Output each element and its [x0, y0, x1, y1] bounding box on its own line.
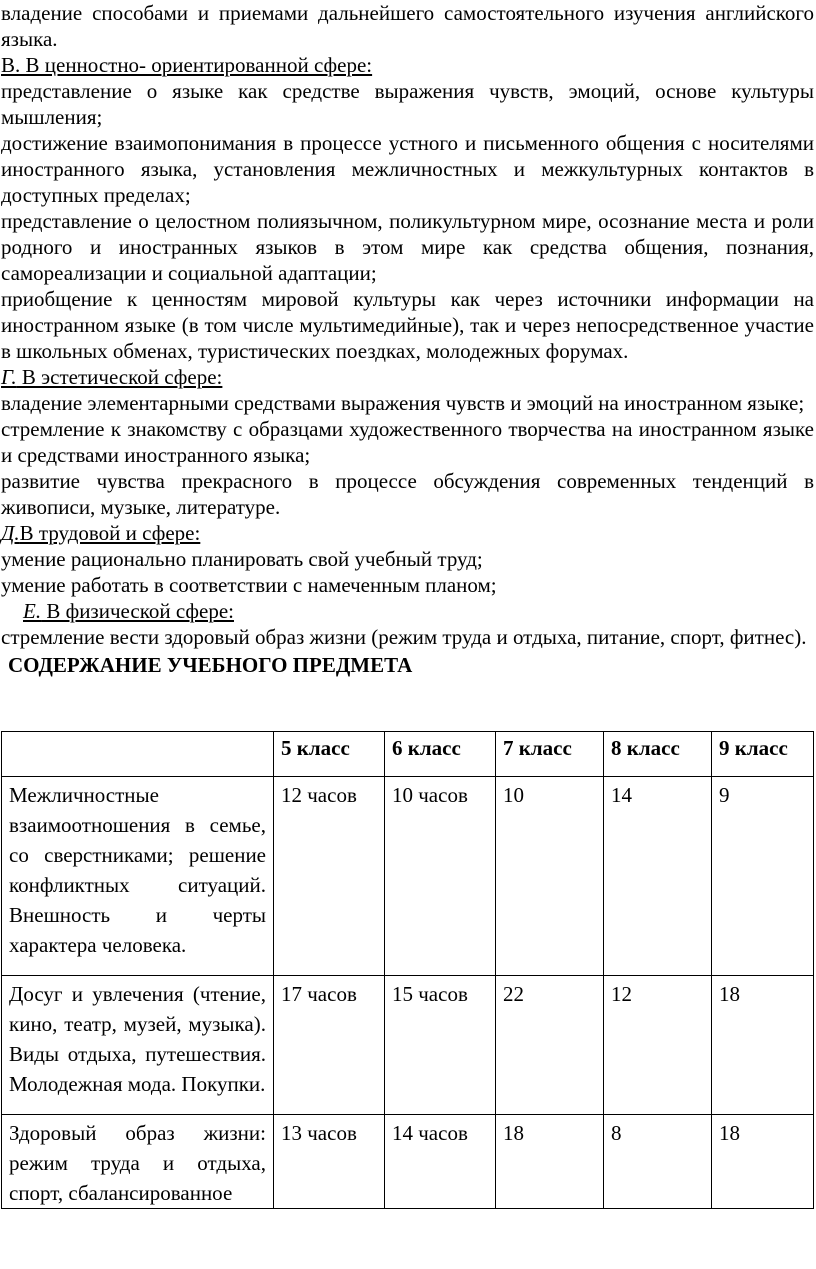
- section-letter: Е.: [23, 599, 42, 623]
- hours-cell: 22: [496, 976, 604, 1115]
- hours-cell: 18: [712, 976, 814, 1115]
- hours-cell: 18: [496, 1115, 604, 1209]
- table-header-row: [2, 732, 814, 777]
- heading-text: В эстетической сфере:: [16, 365, 223, 389]
- section-letter: Г.: [1, 365, 17, 389]
- heading-text: В трудовой и сфере:: [19, 521, 201, 545]
- hours-cell: 12: [604, 976, 712, 1115]
- topic-cell: Межличностные взаимоотношения в семье, со сверстниками; решение конфликтных ситуаций. Внешность и черты характера человека.: [2, 777, 274, 976]
- heading-text: В физической сфере:: [41, 599, 234, 623]
- paragraph-item: развитие чувства прекрасного в процессе обсуждения современных тенденций в живописи, музыке, литературе.: [1, 469, 814, 519]
- hours-cell: 12 часов: [274, 777, 385, 976]
- hours-cell: 17 часов: [274, 976, 385, 1115]
- header-cell-grade-6: 6 класс: [385, 732, 496, 777]
- paragraph-item: умение рационально планировать свой учебный труд;: [1, 547, 483, 571]
- paragraph-item: умение работать в соответствии с намеченным планом;: [1, 573, 497, 597]
- content-title: СОДЕРЖАНИЕ УЧЕБНОГО ПРЕДМЕТА: [8, 653, 413, 677]
- hours-cell: 10: [496, 777, 604, 976]
- paragraph-item: владение элементарными средствами выражения чувств и эмоций на иностранном языке;: [1, 391, 805, 415]
- table-row: [2, 976, 814, 1115]
- hours-table: [1, 731, 814, 1209]
- table-row: [2, 777, 814, 976]
- hours-cell: 15 часов: [385, 976, 496, 1115]
- section-heading-values: [1, 52, 814, 78]
- paragraph-item: представление о целостном полиязычном, поликультурном мире, осознание места и роли родного и иностранных языков в этом мире как средства общения, познания, самореализации и социальной адаптации;: [1, 209, 814, 285]
- section-letter: Д.: [1, 521, 20, 545]
- header-cell-grade-5: 5 класс: [274, 732, 385, 777]
- topic-cell: Здоровый образ жизни: режим труда и отдыха, спорт, сбалансированное: [2, 1115, 274, 1209]
- header-cell-grade-7: 7 класс: [496, 732, 604, 777]
- hours-cell: 14 часов: [385, 1115, 496, 1209]
- header-cell-grade-8: 8 класс: [604, 732, 712, 777]
- hours-cell: 14: [604, 777, 712, 976]
- section-heading-labor: [1, 520, 814, 546]
- section-heading-aesthetic: [1, 364, 814, 390]
- hours-cell: 13 часов: [274, 1115, 385, 1209]
- hours-cell: 9: [712, 777, 814, 976]
- paragraph-item: стремление к знакомству с образцами художественного творчества на иностранном языке и средствами иностранного языка;: [1, 417, 814, 467]
- topic-cell: Досуг и увлечения (чтение, кино, театр, музей, музыка). Виды отдыха, путешествия. Молодежная мода. Покупки.: [2, 976, 274, 1115]
- table-row: [2, 1115, 814, 1209]
- hours-cell: 18: [712, 1115, 814, 1209]
- paragraph-item: представление о языке как средстве выражения чувств, эмоций, основе культуры мышления;: [1, 79, 814, 129]
- hours-cell: 10 часов: [385, 777, 496, 976]
- header-cell-topic: [2, 732, 274, 777]
- heading-text: В. В ценностно- ориентированной сфере:: [1, 53, 373, 77]
- header-cell-grade-9: 9 класс: [712, 732, 814, 777]
- paragraph-intro: владение способами и приемами дальнейшего самостоятельного изучения английского языка.: [1, 1, 814, 51]
- paragraph-item: достижение взаимопонимания в процессе устного и письменного общения с носителями иностранного языка, установления межличностных и межкультурных контактов в доступных пределах;: [1, 131, 814, 207]
- section-heading-physical: [1, 598, 814, 624]
- paragraph-item: стремление вести здоровый образ жизни (режим труда и отдыха, питание, спорт, фитнес).: [1, 625, 807, 649]
- paragraph-item: приобщение к ценностям мировой культуры как через источники информации на иностранном языке (в том числе мультимедийные), так и через непосредственное участие в школьных обменах, туристических поездках, молодежных форумах.: [1, 287, 814, 363]
- hours-cell: 8: [604, 1115, 712, 1209]
